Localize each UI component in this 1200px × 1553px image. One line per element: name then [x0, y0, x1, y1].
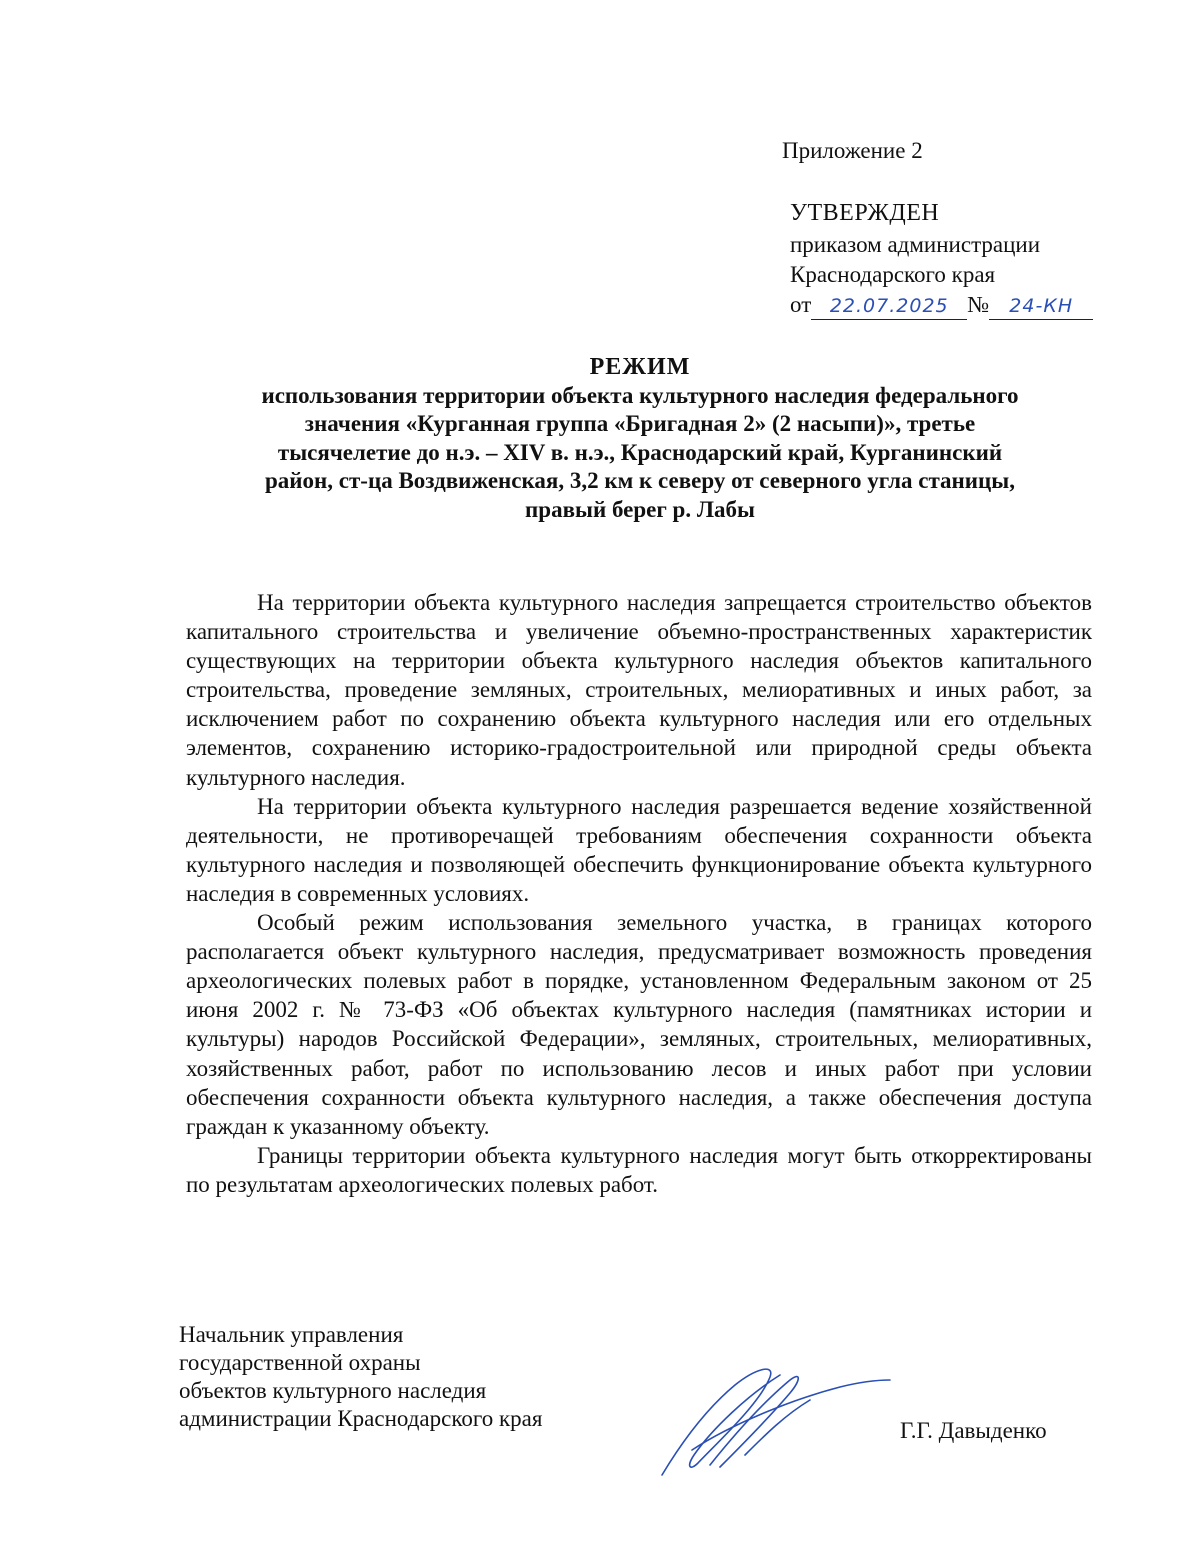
signer-position-line-4: администрации Краснодарского края — [179, 1406, 543, 1431]
document-body — [186, 588, 1092, 1199]
signer-position-line-3: объектов культурного наследия — [179, 1378, 487, 1403]
title-line-5: правый берег р. Лабы — [525, 496, 755, 522]
appendix-label: Приложение 2 — [782, 138, 923, 163]
order-number-handwritten: 24-КН — [989, 293, 1093, 320]
title-line-3: тысячелетие до н.э. – XIV в. н.э., Краснодарский край, Курганинский — [277, 439, 1003, 465]
body-paragraph-3: Особый режим использования земельного участка, в границах которого располагается объект культурного наследия, предусматривает возможность проведения археологических полевых работ в порядке, установленном Федеральным законом от 25 июня 2002 г. № 73-ФЗ «Об объектах культурного наследия (памятниках истории и культуры) народов Российской Федерации», земляных, строительных, мелиоративных, хозяйственных работ, работ по использованию лесов и иных работ при условии обеспечения сохранности объекта культурного наследия, а также обеспечения доступа граждан к указанному объекту. — [186, 910, 1092, 1139]
signer-position-line-1: Начальник управления — [179, 1322, 404, 1347]
body-paragraph-2: На территории объекта культурного наследия разрешается ведение хозяйственной деятельности, не противоречащей требованиям обеспечения сохранности объекта культурного наследия и позволяющей обеспечить функционирование объекта культурного наследия в современных условиях. — [186, 793, 1092, 906]
approval-heading: УТВЕРЖДЕН — [790, 200, 940, 226]
signer-name: Г.Г. Давыденко — [900, 1418, 1047, 1443]
approval-block — [790, 198, 1093, 320]
body-paragraph-1: На территории объекта культурного наследия запрещается строительство объектов капитального строительства и увеличение объемно-пространственных характеристик существующих на территории объекта культурного наследия объектов капитального строительства, проведение земляных, строительных, мелиоративных и иных работ, за исключением работ по сохранению объекта культурного наследия или его отдельных элементов, сохранению историко-градостроительной или природной среды объекта культурного наследия. — [186, 590, 1092, 790]
approval-line-1: приказом администрации — [790, 232, 1041, 257]
order-number-sign: № — [967, 292, 990, 317]
title-line-2: значения «Курганная группа «Бригадная 2» (2 насыпи)», третье — [304, 411, 976, 436]
order-prefix: от — [790, 292, 812, 317]
title-main: РЕЖИМ — [589, 354, 691, 380]
order-date-handwritten: 22.07.2025 — [811, 293, 967, 320]
signer-position — [179, 1321, 542, 1433]
document-title — [190, 353, 1090, 524]
approval-line-2: Краснодарского края — [790, 262, 996, 287]
title-line-4: район, ст-ца Воздвиженская, 3,2 км к северу от северного угла станицы, — [265, 468, 1015, 493]
order-line — [790, 290, 1093, 320]
handwritten-signature — [650, 1355, 900, 1480]
body-paragraph-4: Границы территории объекта культурного наследия могут быть откорректированы по результатам археологических полевых работ. — [186, 1142, 1092, 1197]
signer-position-line-2: государственной охраны — [179, 1350, 421, 1375]
title-line-1: использования территории объекта культурного наследия федерального — [261, 382, 1019, 408]
